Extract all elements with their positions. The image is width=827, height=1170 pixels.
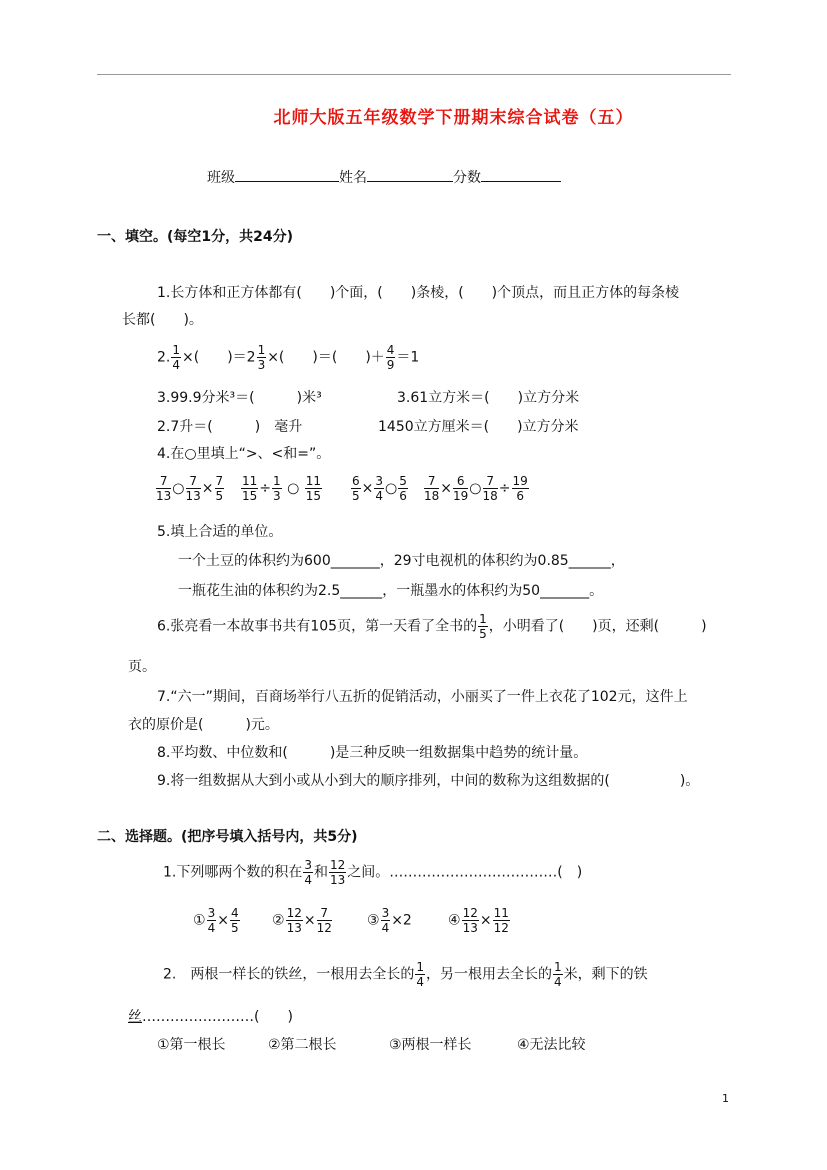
- q3b: 3.61立方米＝( )立方分米: [397, 390, 580, 406]
- class-field[interactable]: [235, 167, 339, 182]
- header-rule: [97, 74, 731, 75]
- s2-q2-line2: 丝……………………( ): [128, 1009, 293, 1025]
- section-1-heading: 一、填空。(每空1分，共24分): [97, 229, 294, 245]
- page-title: 北师大版五年级数学下册期末综合试卷（五）: [273, 108, 634, 128]
- s2-q2-option-2[interactable]: ②第二根长: [268, 1037, 337, 1053]
- fraction: $\frac{1}{4}$: [172, 343, 180, 372]
- q4: 4.在○里填上“>、<和=”。: [157, 446, 331, 462]
- q3a: 3.99.9分米³＝( )米³: [157, 390, 322, 406]
- class-label: 班级: [207, 170, 235, 186]
- fraction: $\frac{1}{5}$: [479, 612, 487, 641]
- s2-q2-option-3[interactable]: ③两根一样长: [389, 1037, 472, 1053]
- score-field[interactable]: [481, 167, 561, 182]
- q3c: 2.7升＝( ) 毫升: [157, 419, 303, 435]
- q4-item-4: $\frac{7}{18}$ × $\frac{6}{19}$ ○ $\frac{7}{18}$ ÷ $\frac{19}{6}$: [424, 474, 528, 503]
- q7-line2: 衣的原价是( )元。: [128, 717, 279, 733]
- q9: 9.将一组数据从大到小或从小到大的顺序排列，中间的数称为这组数据的( )。: [157, 773, 700, 789]
- fraction: $\frac{1}{3}$: [257, 343, 266, 372]
- q2: 2. $\frac{1}{4}$ ×( )＝2 $\frac{1}{3}$ ×( )＝( )＋ $\frac{4}{9}$ ＝1: [157, 343, 420, 372]
- q4-item-3: $\frac{6}{5}$ × $\frac{3}{4}$ ○ $\frac{5}{6}$: [352, 474, 407, 503]
- section-2-heading: 二、选择题。(把序号填入括号内，共5分): [97, 829, 358, 845]
- fraction: $\frac{4}{9}$: [386, 343, 395, 372]
- s2-q2-option-1[interactable]: ①第一根长: [157, 1037, 226, 1053]
- q4-item-2: $\frac{11}{15}$ ÷ $\frac{1}{3}$ ○ $\frac{11}{15}$: [242, 474, 322, 503]
- name-field[interactable]: [367, 167, 453, 182]
- q1-line1: 1.长方体和正方体都有( )个面，( )条棱，( )个顶点，而且正方体的每条棱: [157, 285, 680, 301]
- page-number: 1: [722, 1092, 729, 1105]
- q8: 8.平均数、中位数和( )是三种反映一组数据集中趋势的统计量。: [157, 745, 588, 761]
- student-info: [207, 167, 561, 187]
- s2-q2-option-4[interactable]: ④无法比较: [517, 1037, 586, 1053]
- q3d: 1450立方厘米＝( )立方分米: [378, 419, 579, 435]
- q4-item-1: $\frac{7}{13}$ ○ $\frac{7}{13}$ × $\frac{7}{5}$: [156, 474, 224, 503]
- q5-line2: 一瓶花生油的体积约为2.5______，一瓶墨水的体积约为50_______。: [178, 583, 604, 599]
- q7-line1: 7.“六一”期间，百商场举行八五折的促销活动，小丽买了一件上衣花了102元，这件上: [157, 689, 688, 705]
- s2-q1-option-1[interactable]: ① $\frac{3}{4}$ × $\frac{4}{5}$: [193, 906, 239, 935]
- q6-line2: 页。: [128, 659, 156, 675]
- name-label: 姓名: [339, 170, 367, 186]
- q5: 5.填上合适的单位。: [157, 524, 283, 540]
- q5-line1: 一个土豆的体积约为600_______，29寸电视机的体积约为0.85______，: [178, 553, 625, 569]
- q6-line1: 6.张亮看一本故事书共有105页，第一天看了全书的 $\frac{1}{5}$ ，小明看了( )页，还剩( ): [157, 612, 707, 641]
- s2-q1: 1.下列哪两个数的积在 $\frac{3}{4}$ 和 $\frac{12}{13}$ 之间。………………………………( ): [163, 858, 583, 887]
- s2-q1-option-3[interactable]: ③ $\frac{3}{4}$ ×2: [367, 906, 412, 935]
- q1-line2: 长都( )。: [122, 312, 203, 328]
- s2-q1-option-4[interactable]: ④ $\frac{12}{13}$ × $\frac{11}{12}$: [448, 906, 509, 935]
- score-label: 分数: [453, 170, 481, 186]
- s2-q1-option-2[interactable]: ② $\frac{12}{13}$ × $\frac{7}{12}$: [272, 906, 332, 935]
- s2-q2-line1: 2. 两根一样长的铁丝，一根用去全长的 $\frac{1}{4}$ ，另一根用去全长的 $\frac{1}{4}$ 米，剩下的铁: [163, 960, 648, 989]
